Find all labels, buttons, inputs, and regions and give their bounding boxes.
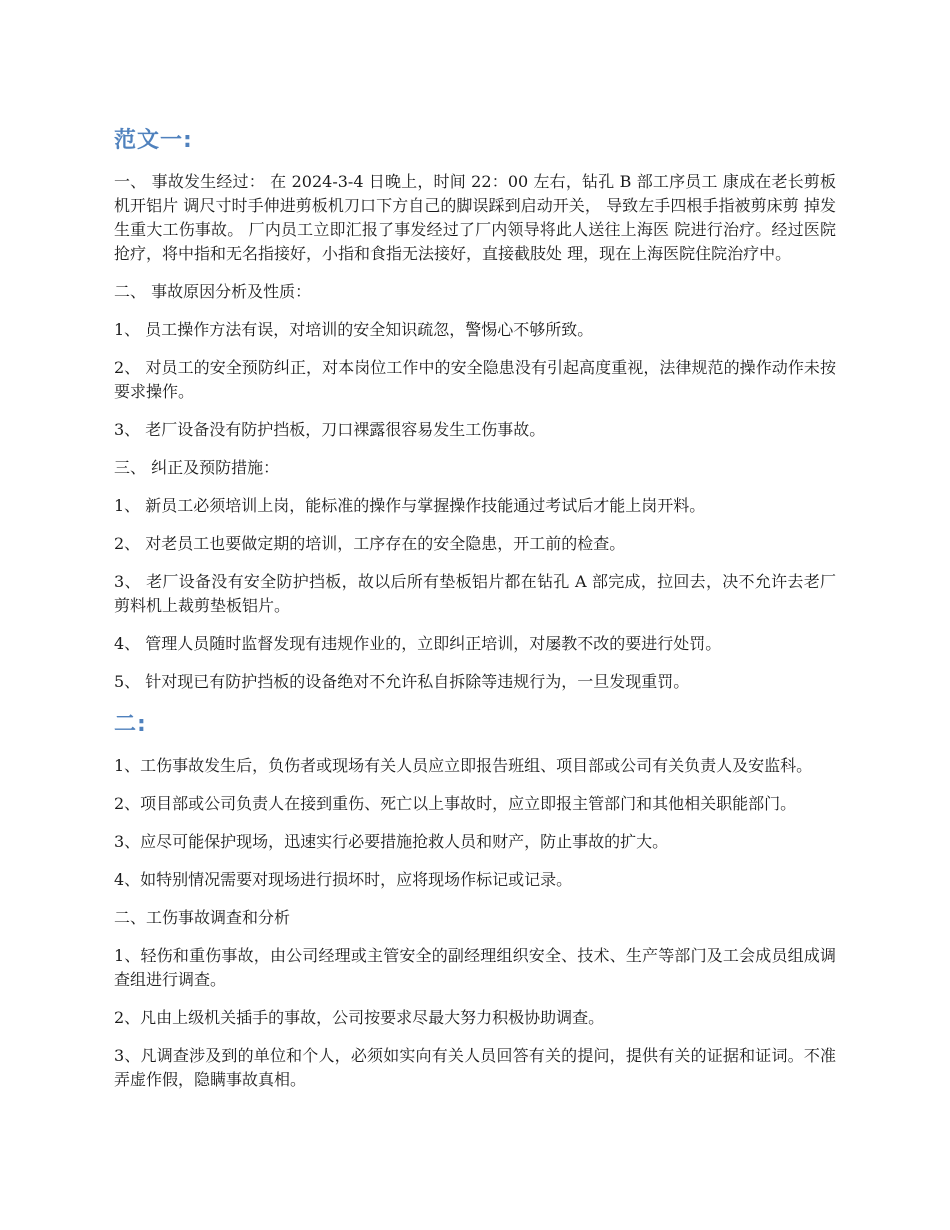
paragraph-measure-2: 2、 对老员工也要做定期的培训，工序存在的安全隐患，开工前的检查。 [114, 534, 626, 553]
paragraph-report-2: 2、项目部或公司负责人在接到重伤、死亡以上事故时，应立即报主管部门和其他相关职能部门。 [114, 794, 797, 813]
document-body [114, 124, 836, 1106]
section-heading-2: 二: [114, 712, 147, 737]
paragraph-cause-heading: 二、 事故原因分析及性质： [114, 282, 312, 301]
paragraph-report-1: 1、工伤事故发生后，负伤者或现场有关人员应立即报告班组、项目部或公司有关负责人及安监科。 [114, 756, 813, 775]
paragraph-investigation-2: 2、凡由上级机关插手的事故，公司按要求尽最大努力积极协助调查。 [114, 1008, 605, 1027]
paragraph-measure-4: 4、 管理人员随时监督发现有违规作业的，立即纠正培训，对屡教不改的要进行处罚。 [114, 634, 722, 653]
paragraph-cause-1: 1、 员工操作方法有误，对培训的安全知识疏忽，警惕心不够所致。 [114, 320, 594, 339]
paragraph-measures-heading: 三、 纠正及预防措施： [114, 458, 280, 477]
paragraph-report-3: 3、应尽可能保护现场，迅速实行必要措施抢救人员和财产，防止事故的扩大。 [114, 832, 669, 851]
paragraph-measure-3: 3、 老厂设备没有安全防护挡板，故以后所有垫板铝片都在钻孔 A 部完成，拉回去，决不允许去老厂剪料机上裁剪垫板铝片。 [114, 572, 836, 615]
paragraph-investigation-heading: 二、工伤事故调查和分析 [114, 908, 291, 927]
paragraph-cause-2: 2、 对员工的安全预防纠正，对本岗位工作中的安全隐患没有引起高度重视，法律规范的操作动作未按要求操作。 [114, 358, 836, 401]
paragraph-measure-1: 1、 新员工必须培训上岗，能标准的操作与掌握操作技能通过考试后才能上岗开料。 [114, 496, 706, 515]
paragraph-measure-5: 5、 针对现已有防护挡板的设备绝对不允许私自拆除等违规行为，一旦发现重罚。 [114, 672, 690, 691]
paragraph-investigation-1: 1、轻伤和重伤事故，由公司经理或主管安全的副经理组织安全、技术、生产等部门及工会成员组成调查组进行调查。 [114, 946, 836, 989]
paragraph-accident-process: 一、 事故发生经过： 在 2024-3-4 日晚上，时间 22：00 左右，钻孔 B 部工序员工 康成在老长剪板机开铝片 调尺寸时手伸进剪板机刀口下方自己的脚误踩到启动开关， 导致左手四根手指被剪床剪 掉发生重大工伤事故。 厂内员工立即汇报了事发经过了厂内领导将此人送往上海医 院进行治疗。经过医院抢疗，将中指和无名指接好，小指和食指无法接好，直接截肢处 理，现在上海医院住院治疗中。 [114, 172, 836, 263]
paragraph-cause-3: 3、 老厂设备没有防护挡板，刀口裸露很容易发生工伤事故。 [114, 420, 546, 439]
section-heading-1: 范文一: [114, 128, 193, 153]
paragraph-investigation-3: 3、凡调查涉及到的单位和个人，必须如实向有关人员回答有关的提问，提供有关的证据和证词。不准弄虚作假，隐瞒事故真相。 [114, 1046, 836, 1089]
paragraph-report-4: 4、如特别情况需要对现场进行损坏时，应将现场作标记或记录。 [114, 870, 573, 889]
